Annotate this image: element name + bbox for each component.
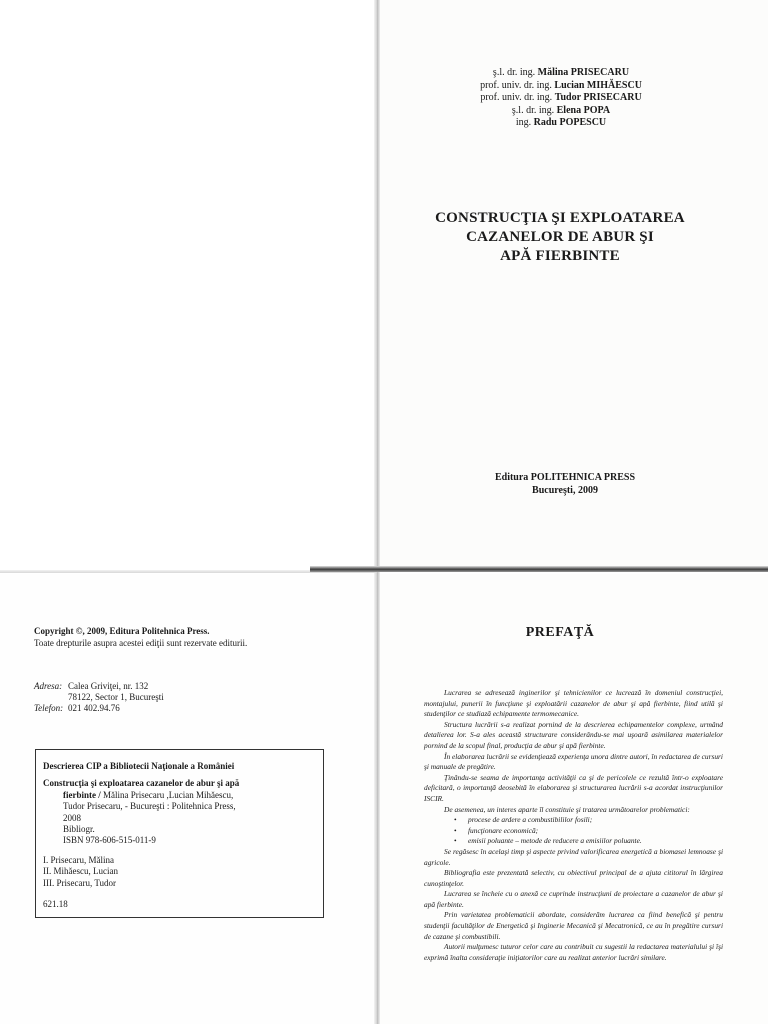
copyright-notice: Copyright ©, 2009, Editura Politehnica Press. Toate drepturile asupra acestei ediţii sunt rezervate editurii. [34, 626, 248, 648]
book-gutter [374, 0, 380, 1024]
preface-paragraph: Lucrarea se adresează inginerilor şi tehnicienilor ce lucrează în domeniul construcţiei, montajului, punerii în funcţiune şi exploatării cazanelor de abur şi apă fierbinte, fiind utilă şi studenţilor ce studiază echipamente termomecanice. [424, 688, 723, 719]
book-title: CONSTRUCŢIA ŞI EXPLOATAREA CAZANELOR DE ABUR ŞI APĂ FIERBINTE [435, 210, 685, 264]
cip-description-box [35, 749, 324, 918]
preface-paragraph: Prin varietatea problematicii abordate, considerăm lucrarea ca fiind benefică şi pentru studenţii facultăţilor de Energetică şi Inginerie Mecanică şi Mecatronică, ce au în pregătire cursuri de cazane şi combustibili. [424, 910, 723, 941]
cip-classification: 621.18 [43, 899, 68, 910]
preface-paragraph: În elaborarea lucrării se evidenţiează experienţa unora dintre autori, în redactarea de cursuri şi manuale de pregătire. [424, 751, 723, 772]
preface-paragraph: Bibliografia este prezentată selectiv, cu obiectivul principal de a ajuta cititorul în lărgirea cunoştinţelor. [424, 868, 723, 888]
author-list [436, 67, 686, 130]
list-item: • procese de ardere a combustibililor fosili; [468, 815, 723, 826]
preface-paragraph: De asemenea, un interes aparte îl constituie şi tratarea următoarelor problematici: [444, 804, 690, 814]
author-line: ş.l. dr. ing. Mălina PRISECARU [492, 67, 630, 78]
publisher-info [460, 471, 670, 497]
preface-title: PREFAŢĂ [525, 625, 595, 640]
preface-paragraph: Ţinându-se seama de importanţa activităţii ca şi de pericolele ce rezultă într-o exploatare deficitară, o importanţă deosebită în elaborarea şi structurarea lucrării s-a acordat instrucţiunilor ISCIR. [424, 772, 723, 803]
list-item: • emisii poluante – metode de reducere a emisiilor poluante. [468, 836, 723, 847]
cip-book-entry: Construcţia şi exploatarea cazanelor de abur şi apă fierbinte / Mălina Prisecaru ,Lucian Mihăescu, Tudor Prisecaru, - Bucureşti : Politehnica Press, 2008 Bibliogr. ISBN 978-606-515-011-9 [43, 778, 240, 846]
list-item: • funcţionare economică; [468, 826, 723, 837]
preface-paragraph: Structura lucrării s-a realizat pornind de la descrierea echipamentelor complexe, urmând detalierea lor. S-a ales această structurare considerându-se mai uşoară asimilarea materialelor pornind de la scopul final, producţia de abur şi apă fierbinte. [424, 719, 723, 750]
author-line: ing. Radu POPESCU [515, 117, 607, 129]
blank-page [0, 0, 376, 572]
cip-heading: Descrierea CIP a Bibliotecii Naţionale a României [43, 761, 235, 771]
preface-bullet-list [424, 815, 723, 847]
page-fold-shadow [310, 566, 768, 572]
cip-index-list: I. Prisecaru, Mălina II. Mihăescu, Lucian III. Prisecaru, Tudor [43, 854, 118, 888]
author-line: ş.l. dr. ing. Elena POPA [511, 104, 611, 116]
publisher-name: Editura POLITEHNICA PRESS [494, 472, 636, 483]
preface-paragraph: Lucrarea se încheie cu o anexă ce cuprinde instrucţiuni de proiectare a cazanelor de abur şi apă fierbinte. [424, 889, 723, 909]
author-line: prof. univ. dr. ing. Tudor PRISECARU [480, 92, 642, 104]
preface-paragraph: Se regăsesc în acelaşi timp şi aspecte privind valorificarea energetică a biomasei lemnoase şi agricole. [424, 846, 723, 867]
preface-body [424, 688, 723, 963]
publisher-address: Adresa: Calea Griviţei, nr. 132 78122, Sector 1, Bucureşti Telefon: 021 402.94.76 [34, 681, 164, 713]
author-line: prof. univ. dr. ing. Lucian MIHĂESCU [480, 79, 642, 91]
preface-paragraph: Autorii mulţumesc tuturor celor care au contribuit cu sugestii la redactarea materialului şi îşi exprimă înalta consideraţie iniţiatorilor care au realizat anterior lucrări similare. [424, 942, 723, 962]
publisher-place-year: Bucureşti, 2009 [532, 485, 598, 496]
